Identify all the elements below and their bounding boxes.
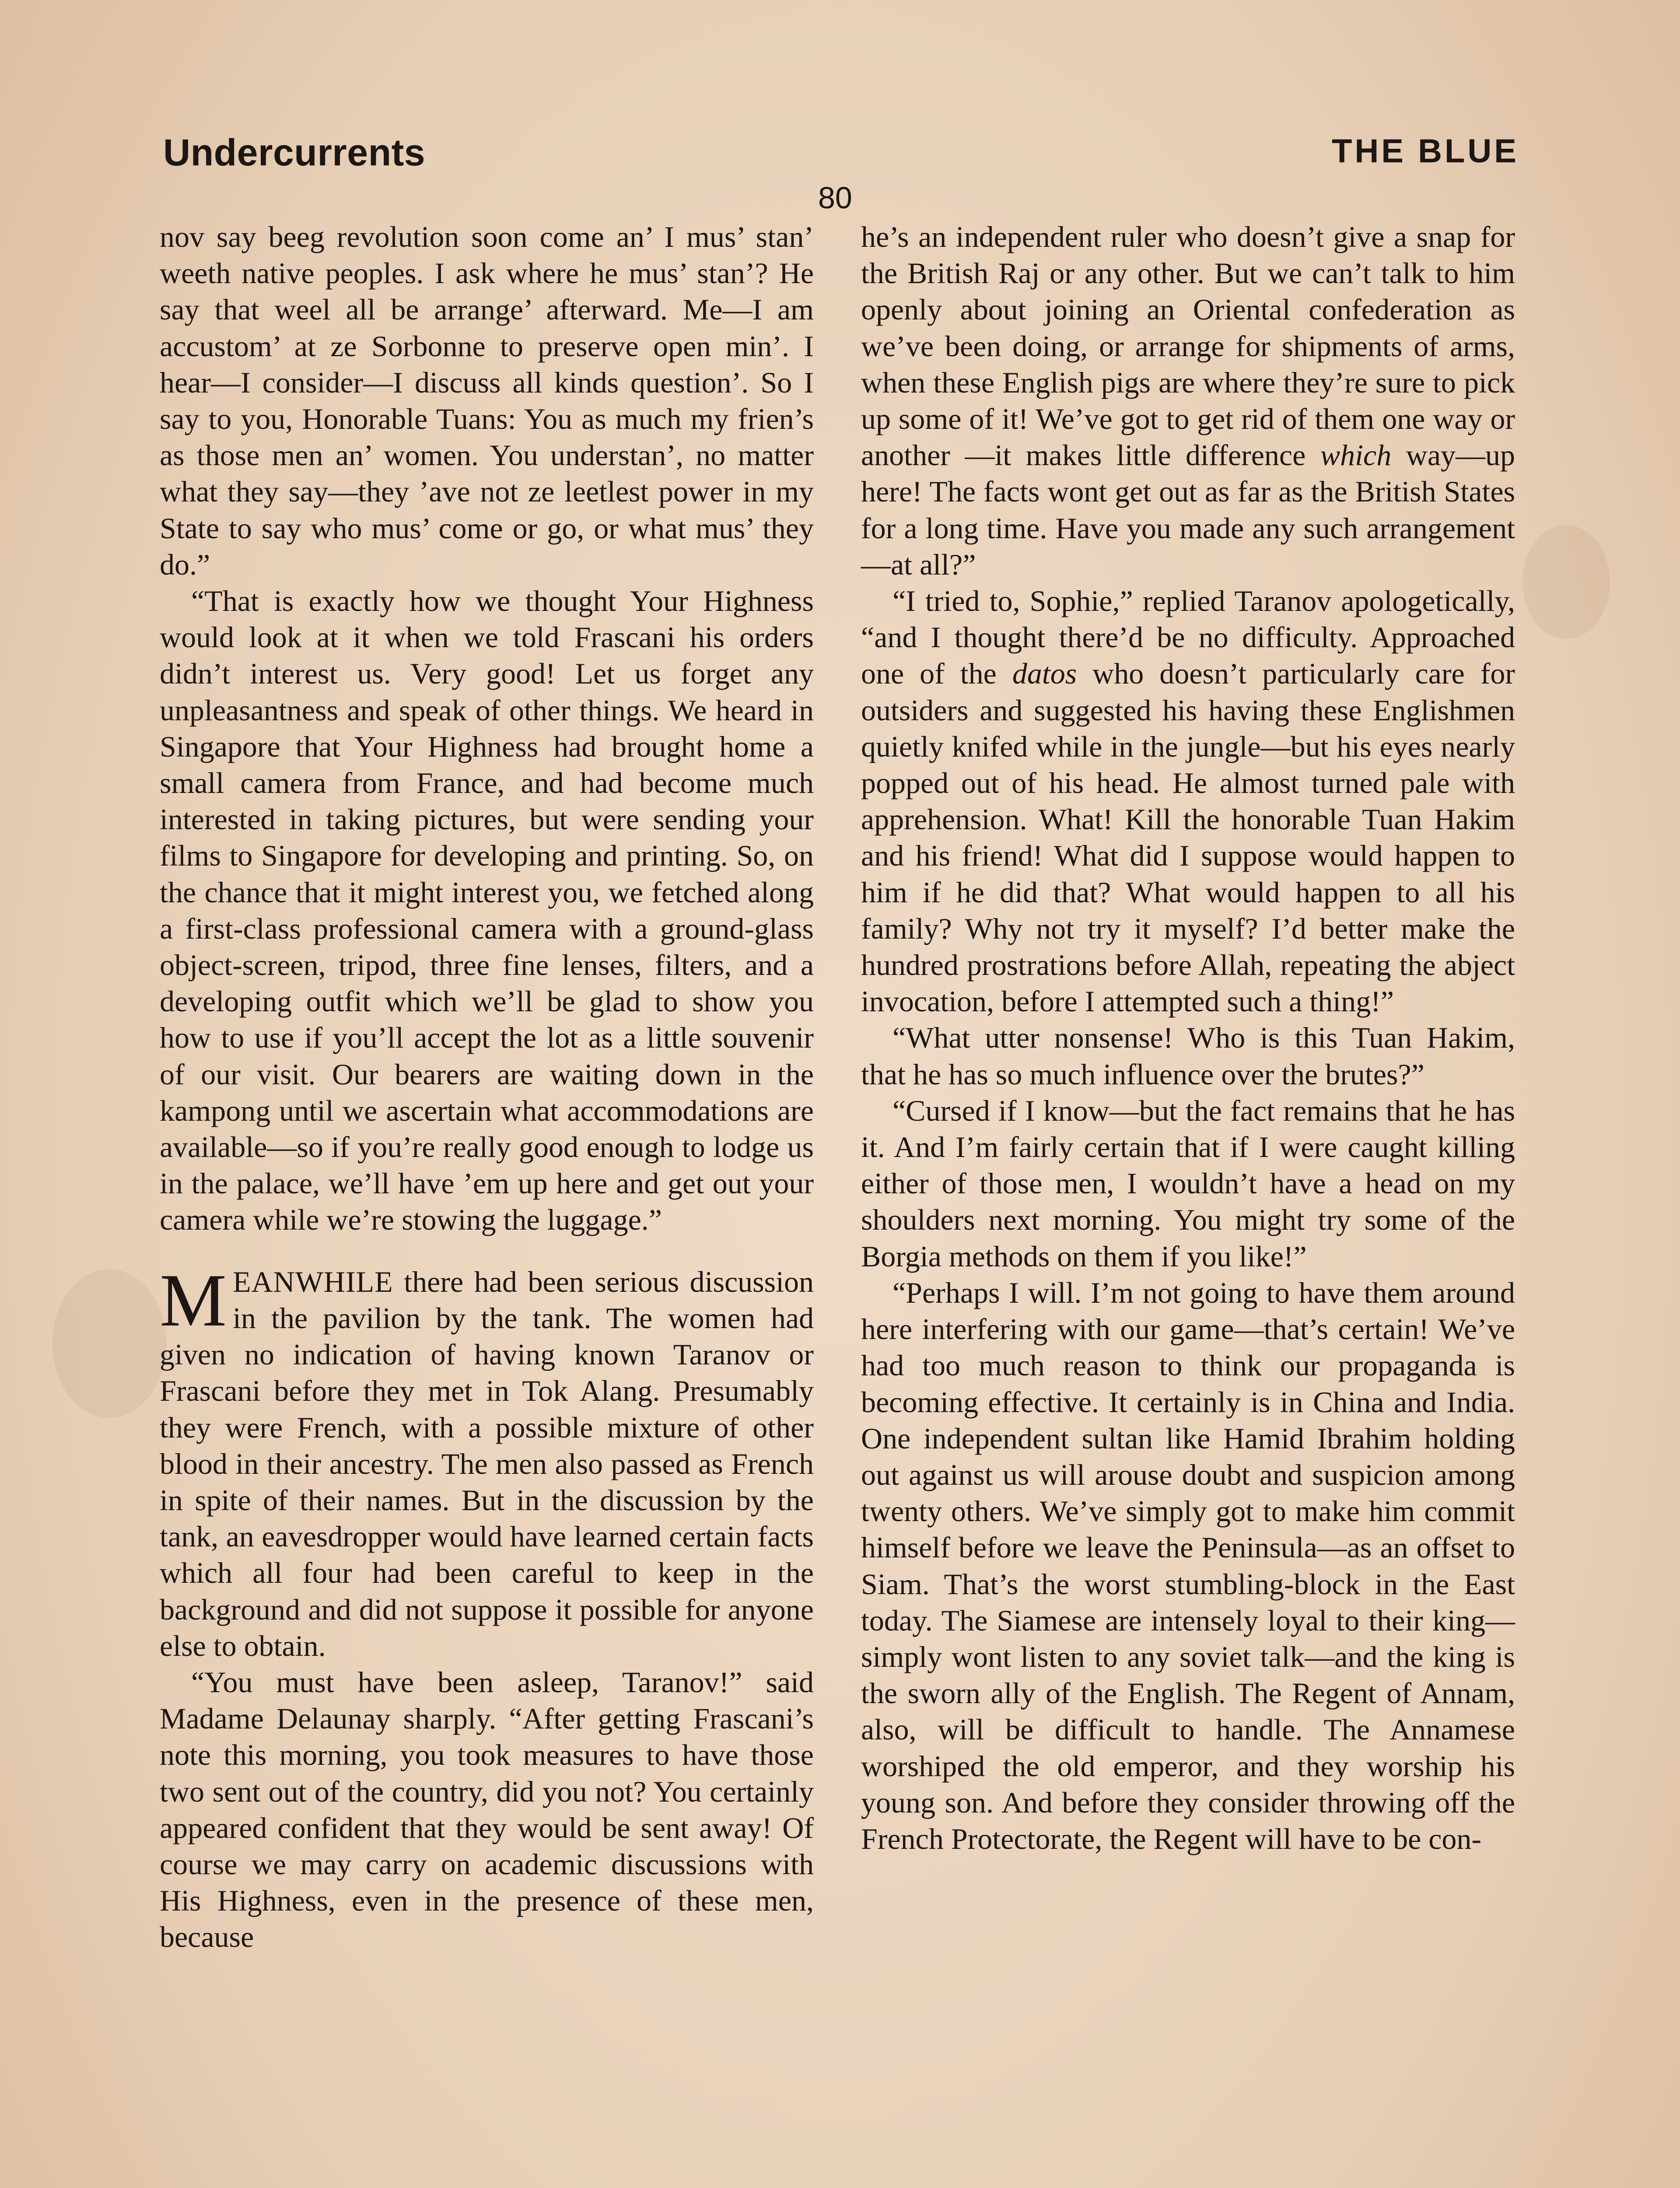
paragraph: “You must have been asleep, Taranov!” said Madame Delaunay sharply. “After getting Frascani’s note this morning, you took measures to have those two sent out of the country, did you not? You certainly appeared confident that they would be sent away! Of course we may carry on academic discussions with His Highness, even in the presence of these men, because [160, 1665, 814, 1954]
paragraph: nov say beeg revolution soon come an’ I mus’ stan’ weeth native peoples. I ask where he mus’ stan’? He say that weel all be arrange’ afterward. Me—I am accustom’ at ze Sorbonne to preserve open min’. I hear—I consider—I discuss all kinds question’. So I say to you, Honorable Tuans: You as much my frien’s as those men an’ women. You understan’, no matter what they say—they ’ave not ze leetlest power in my State to say who mus’ come or go, or what mus’ they do.” [160, 220, 814, 581]
paragraph-text: “I tried to, Sophie,” replied Taranov apologetically, “and I thought there’d be no difficulty. Approached one of the [861, 584, 1515, 691]
lead-in-caps: EANWHILE [232, 1265, 393, 1298]
right-column [861, 219, 1515, 1857]
page-number: 80 [818, 181, 852, 215]
drop-cap: M [160, 1259, 227, 1342]
section-title: Undercurrents [163, 132, 426, 174]
paragraph [861, 583, 1515, 1020]
paragraph [861, 219, 1515, 583]
paragraph-text: there had been serious discussion in the pavilion by the tank. The women had given no indication of having known Taranov or Frascani before they met in Tok Alang. Presumably they were French, with a possible mixture of other blood in their ancestry. The men also passed as French in spite of their names. But in the discussion by the tank, an eavesdropper would have learned certain facts which all four had been careful to keep in the background and did not suppose it possible for anyone else to obtain. [160, 1265, 814, 1662]
paragraph-text: he’s an independent ruler who doesn’t give a snap for the British Raj or any other. But we can’t talk to him openly about joining an Oriental confederation as we’ve been doing, or arrange for shipments of arms, when these English pigs are where they’re sure to pick up some of it! We’ve got to get rid of them one way or another —it makes little difference [861, 220, 1515, 472]
paper-stain [1522, 525, 1610, 639]
paper-stain [52, 1269, 166, 1418]
paragraph: “Cursed if I know—but the fact remains that he has it. And I’m fairly certain that if I were caught killing either of those men, I wouldn’t have a head on my shoulders next morning. You might try some of the Borgia methods on them if you like!” [861, 1094, 1515, 1273]
left-column [160, 219, 814, 1956]
paragraph-dropcap [160, 1259, 814, 1664]
paragraph: “That is exactly how we thought Your Highness would look at it when we told Frascani his orders didn’t interest us. Very good! Let us forget any unpleasantness and speak of other things. We heard in Singapore that Your Highness had brought home a small camera from France, and had become much interested in taking pictures, but were sending your films to Singapore for developing and printing. So, on the chance that it might interest you, we fetched along a first-class professional camera with a ground-glass object-screen, tripod, three fine lenses, filters, and a developing outfit which we’ll be glad to show you how to use if you’ll accept the lot as a little souvenir of our visit. Our bearers are waiting down in the kampong until we ascertain what accommodations are available—so if you’re really good enough to lodge us in the palace, we’ll have ’em up here and get out your camera while we’re stowing the luggage.” [160, 584, 814, 1237]
italic-word: which [1320, 438, 1392, 472]
magazine-title: THE BLUE [1332, 133, 1519, 170]
paragraph: “What utter nonsense! Who is this Tuan Hakim, that he has so much influence over the brutes?” [861, 1021, 1515, 1091]
paragraph: “Perhaps I will. I’m not going to have them around here interfering with our game—that’s certain! We’ve had too much reason to think our propaganda is becoming effective. It certainly is in China and India. One independent sultan like Hamid Ibrahim holding out against us will arouse doubt and suspicion among twenty others. We’ve simply got to make him commit himself before we leave the Peninsula—as an offset to Siam. That’s the worst stumbling-block in the East today. The Siamese are intensely loyal to their king—simply wont listen to any soviet talk—and the king is the sworn ally of the English. The Regent of Annam, also, will be difficult to handle. The Annamese worshiped the old emperor, and they worship his young son. And before they consider throwing off the French Protectorate, the Regent will have to be con- [861, 1276, 1515, 1855]
paragraph-text: way—up here! The facts wont get out as far as the British States for a long time. Have you made any such arrangement—at all?” [861, 438, 1516, 581]
italic-word: datos [1012, 657, 1077, 691]
paragraph-text: who doesn’t particularly care for outsiders and suggested his having these Englishmen quietly knifed while in the jungle—but his eyes nearly popped out of his head. He almost turned pale with apprehension. What! Kill the honorable Tuan Hakim and his friend! What did I suppose would happen to him if he did that? What would happen to all his family? Why not try it myself? I’d better make the hundred prostrations before Allah, repeating the abject invocation, before I attempted such a thing!” [861, 657, 1515, 1018]
